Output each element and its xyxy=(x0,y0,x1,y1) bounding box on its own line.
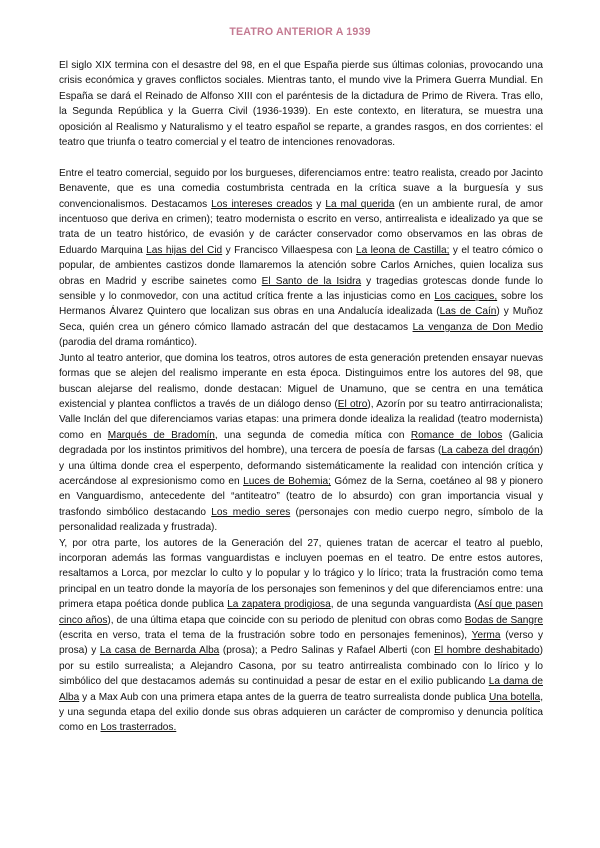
text-run: , una segunda de comedia mítica con xyxy=(214,429,411,441)
text-run: ), Azorín por su teatro antirracionalista; Valle Inclán del que diferenciamos varias etapas: una primera donde idealiza la realidad (teatro modernista) como en xyxy=(59,398,543,441)
paragraph-generation-27 xyxy=(59,536,543,736)
text-run: Y, por otra parte, los autores de la Generación del 27, quienes tratan de acercar el teatro al pueblo, incorporan además las formas vanguardistas e incluyen poemas en el teatro. De entre estos autores, resaltamos a Lorca, por mezclar lo culto y lo popular y lo trágico y lo lírico; trata la frustración como tema principal en un teatro donde la mayoría de los personajes son femeninos y del que diferenciamos entre: una primera etapa poética donde publica xyxy=(59,537,543,611)
text-run: sobre los Hermanos Álvarez Quintero que localizan sus obras en una Andalucía idealizada ( xyxy=(59,291,543,318)
work-title: Una botella, xyxy=(488,691,544,703)
work-title: Los caciques, xyxy=(434,291,498,303)
text-run: y xyxy=(312,198,326,210)
work-title: La leona de Castilla; xyxy=(355,244,450,256)
text-run: (verso y prosa) y xyxy=(59,630,544,657)
text-run: (parodia del drama romántico). xyxy=(59,337,198,349)
work-title: La dama de Alba xyxy=(59,676,543,703)
work-title: Los intereses creados xyxy=(211,198,313,210)
work-title: Así que pasen cinco años xyxy=(59,599,543,626)
text-run: y a Max Aub con una primera etapa antes de la guerra de teatro surrealista donde publica xyxy=(79,691,489,703)
work-title: La mal querida xyxy=(325,198,395,210)
text-run: , de una segunda vanguardista ( xyxy=(330,599,478,611)
work-title: La cabeza del dragón xyxy=(441,445,540,457)
text-run: y el teatro cómico o popular, de ambientes castizos donde llamaremos la atención sobre Carlos Arniches, quien localiza sus obras en Madrid y escribe sainetes como xyxy=(59,244,543,287)
work-title: El Santo de la Isidra xyxy=(261,275,362,287)
work-title: El otro xyxy=(337,398,368,410)
text-run: (Galicia degradada por los instintos primitivos del hombre), una tercera de poesía de farsas ( xyxy=(59,429,543,457)
text-run: y una segunda etapa del exilio donde sus obras adquieren un carácter de compromiso y denuncia política como en xyxy=(59,707,543,734)
text-run: ) por su estilo surrealista; a Alejandro Casona, por su teatro antirrealista combinado con lo lírico y lo simbólico del que destacamos además su continuidad a pesar de estar en el exilio publicando xyxy=(59,645,543,688)
text-run: ) y Muñoz Seca, quién crea un género cómico llamado astracán del que destacamos xyxy=(59,306,544,333)
paragraph-intro xyxy=(59,58,543,150)
work-title: El hombre deshabitado xyxy=(434,645,540,657)
work-title: Los trasterrados. xyxy=(100,722,177,734)
work-title: Los medio seres xyxy=(211,506,291,518)
text-run: Junto al teatro anterior, que domina los teatros, otros autores de esta generación pretenden ensayar nuevas formas que se alejen del realismo imperante en esta época. Distinguimos entre los autores del 98, que buscan alejarse del realismo, donde destacan: Miguel de Unamuno, que se centra en una temática existencial y plantea conflictos a través de un diálogo denso ( xyxy=(59,352,543,410)
text-run: ) y una última donde crea el esperpento, deformando sistemáticamente la realidad con intención crítica y acercándose al expresionismo como en xyxy=(59,445,543,487)
work-title: Yerma xyxy=(471,630,501,642)
work-title: Las hijas del Cid xyxy=(146,244,223,256)
work-title: La zapatera prodigiosa xyxy=(227,599,331,611)
text-run: (en un ambiente rural, de amor incentuoso que deriva en crimen); teatro modernista o escrito en verso, antirrealista e idealizado ya que se trata de un teatro histórico, de evasión y de carácter conservador como observamos en las obras de Eduardo Marquina xyxy=(59,198,543,256)
paragraph-commercial-theatre xyxy=(59,166,543,351)
work-title: Romance de lobos xyxy=(410,429,503,441)
work-title: Marqués de Bradomín xyxy=(107,429,215,441)
work-title: Bodas de Sangre xyxy=(464,614,543,626)
text-run: ), de una última etapa que coincide con su periodo de plenitud con obras como xyxy=(107,614,465,626)
work-title: Luces de Bohemia; xyxy=(243,475,331,487)
work-title: La venganza de Don Medio xyxy=(412,321,543,333)
document-title: TEATRO ANTERIOR A 1939 xyxy=(229,26,371,38)
paragraph-renovating-98 xyxy=(59,351,543,536)
text-run: (personajes con medio cuerpo negro, símbolo de la personalidad realizada y frustrada). xyxy=(59,506,544,534)
document-body xyxy=(59,58,543,736)
text-run: y tragedias grotescas donde funde lo sensible y lo conmovedor, con una actitud crítica frente a las injusticias como en xyxy=(59,275,544,303)
text-run: (prosa); a Pedro Salinas y Rafael Alberti (con xyxy=(219,645,435,657)
work-title: Las de Caín xyxy=(439,306,497,318)
text-run: Gómez de la Serna, coetáneo al 98 y pionero en Vanguardismo, antecedente del “antiteatro” (teatro de lo absurdo) con gran importancia visual y trasfondo simbólico destacando xyxy=(59,475,543,518)
work-title: La casa de Bernarda Alba xyxy=(99,645,220,657)
text-run: (escrita en verso, trata el tema de la frustración sobre todo en personajes femeninos), xyxy=(59,630,472,642)
text-run: y Francisco Villaespesa con xyxy=(222,244,356,256)
text-run: El siglo XIX termina con el desastre del 98, en el que España pierde sus últimas colonias, provocando una crisis económica y graves conflictos sociales. Mientras tanto, el mundo vive la Primera Guerra Mundial. En España se dará el Reinado de Alfonso XIII con el paréntesis de la dictadura de Primo de Rivera. Tras ello, la Segunda República y la Guerra Civil (1936-1939). En este contexto, en literatura, se muestra una oposición al Realismo y Naturalismo y el teatro español se reparte, a grandes rasgos, en dos corrientes: el teatro que triunfa o teatro comercial y el teatro de intenciones renovadoras. xyxy=(59,60,543,149)
text-run: Entre el teatro comercial, seguido por los burgueses, diferenciamos entre: teatro realista, creado por Jacinto Benavente, que es una comedia costumbrista centrada en la crítica suave a la burguesía y sus convencionalismos. Destacamos xyxy=(59,167,543,210)
